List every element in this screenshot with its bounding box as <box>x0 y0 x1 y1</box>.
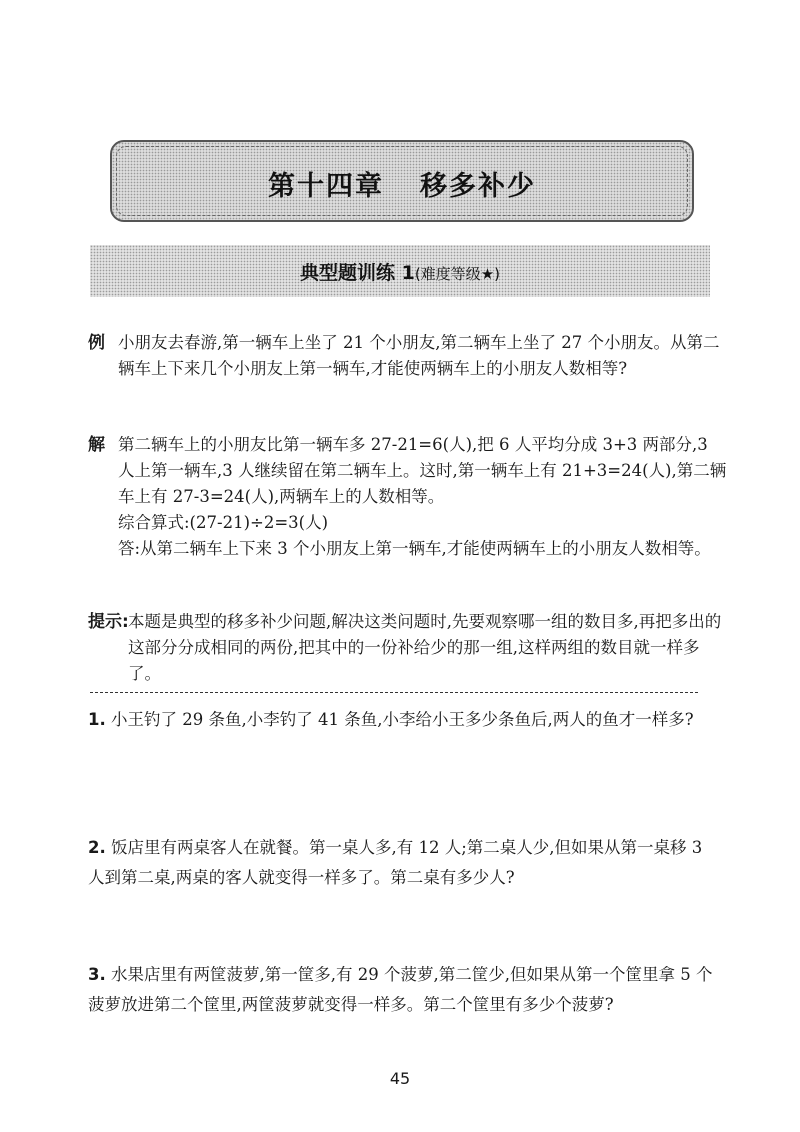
problem-text: 饭店里有两桌客人在就餐。第一桌人多,有 12 人;第二桌人少,但如果从第一桌移 3 人到第二桌,两桌的客人就变得一样多了。第二桌有多少人? <box>88 838 703 887</box>
dashed-divider <box>90 692 698 693</box>
example-block <box>88 330 728 382</box>
example-text: 小朋友去春游,第一辆车上坐了 21 个小朋友,第二辆车上坐了 27 个小朋友。从第二辆车上下来几个小朋友上第一辆车,才能使两辆车上的小朋友人数相等? <box>118 333 720 378</box>
problem-text: 水果店里有两筐菠萝,第一筐多,有 29 个菠萝,第二筐少,但如果从第一个筐里拿 5 个菠萝放进第二个筐里,两筐菠萝就变得一样多。第二个筐里有多少个菠萝? <box>88 965 713 1014</box>
problem-text: 小王钓了 29 条鱼,小李钓了 41 条鱼,小李给小王多少条鱼后,两人的鱼才一样多? <box>111 710 694 729</box>
problem-number: 3. <box>88 965 106 984</box>
example-marker: 例 <box>88 333 105 353</box>
problem-number: 2. <box>88 838 106 857</box>
chapter-number-label: 第十四章 <box>268 171 384 202</box>
hint-block <box>88 609 728 687</box>
problem-number: 1. <box>88 710 106 729</box>
problem-1 <box>88 705 718 735</box>
solution-answer: 答:从第二辆车上下来 3 个小朋友上第一辆车,才能使两辆车上的小朋友人数相等。 <box>118 539 711 558</box>
section-title-text: 典型题训练 1 <box>300 262 415 284</box>
solution-formula: 综合算式:(27-21)÷2=3(人) <box>118 513 329 532</box>
hint-text: 本题是典型的移多补少问题,解决这类问题时,先要观察哪一组的数目多,再把多出的这部分分成相同的两份,把其中的一份补给少的那一组,这样两组的数目就一样多了。 <box>128 612 722 683</box>
chapter-title <box>112 164 692 203</box>
section-band <box>90 245 710 297</box>
solution-block <box>88 432 728 562</box>
page-number: 45 <box>389 1069 411 1088</box>
hint-marker: 提示: <box>88 612 129 632</box>
section-title <box>90 258 710 285</box>
solution-marker: 解 <box>88 435 105 455</box>
difficulty-label: (难度等级★) <box>414 265 500 283</box>
solution-text: 第二辆车上的小朋友比第一辆车多 27-21=6(人),把 6 人平均分成 3+3 两部分,3 人上第一辆车,3 人继续留在第二辆车上。这时,第一辆车上有 21+3=24(人),第二辆车上有 27-3=24(人),两辆车上的人数相等。 <box>118 435 727 506</box>
chapter-title-text: 移多补少 <box>420 171 536 202</box>
problem-2 <box>88 833 718 893</box>
chapter-banner <box>110 140 694 222</box>
problem-3 <box>88 960 718 1020</box>
